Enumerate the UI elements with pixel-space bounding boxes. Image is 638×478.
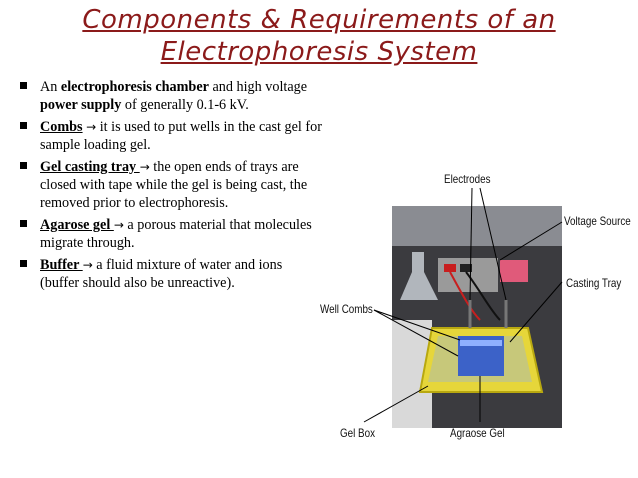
- bullet-term: Agarose gel: [40, 217, 114, 233]
- bullet-keyword: power supply: [40, 97, 122, 113]
- bullet-item: An electrophoresis chamber and high voltage power supply of generally 0.1-6 kV.: [18, 78, 323, 114]
- arrow-icon: →: [139, 160, 150, 174]
- label-gel-box: Gel Box: [340, 426, 376, 440]
- bullet-term: Combs: [40, 119, 83, 135]
- bullet-square-icon: [20, 122, 27, 129]
- label-voltage-source: Voltage Source: [564, 214, 631, 228]
- electrophoresis-figure: [320, 160, 638, 460]
- label-casting-tray: Casting Tray: [566, 276, 622, 290]
- label-well-combs: Well Combs: [320, 302, 373, 316]
- bullet-item: Gel casting tray → the open ends of trays are closed with tape while the gel is being cast, the removed prior to electrophoresis.: [18, 158, 323, 212]
- arrow-icon: →: [113, 218, 124, 232]
- bullet-square-icon: [20, 260, 27, 267]
- arrow-icon: →: [82, 258, 93, 272]
- pink-box: [500, 260, 528, 282]
- bullet-list: [18, 78, 323, 296]
- bullet-item: Buffer → a fluid mixture of water and ions (buffer should also be unreactive).: [18, 256, 323, 292]
- bullet-term: Buffer: [40, 257, 83, 273]
- slide-title: [0, 4, 638, 68]
- bullet-keyword: electrophoresis chamber: [60, 79, 209, 95]
- bullet-square-icon: [20, 220, 27, 227]
- arrow-icon: →: [86, 120, 97, 134]
- title-line-2: Electrophoresis System: [160, 37, 478, 67]
- red-terminal: [444, 264, 456, 272]
- bullet-square-icon: [20, 82, 27, 89]
- label-electrodes: Electrodes: [444, 172, 491, 186]
- bullet-item: Agarose gel → a porous material that molecules migrate through.: [18, 216, 323, 252]
- bullet-square-icon: [20, 162, 27, 169]
- label-agarose-gel: Agraose Gel: [450, 426, 505, 440]
- photo-wall: [392, 206, 562, 246]
- bullet-term: Gel casting tray: [40, 159, 140, 175]
- well-comb-strip: [460, 340, 502, 346]
- bullet-item: Combs → it is used to put wells in the cast gel for sample loading gel.: [18, 118, 323, 154]
- title-line-1: Components & Requirements of an: [82, 5, 556, 35]
